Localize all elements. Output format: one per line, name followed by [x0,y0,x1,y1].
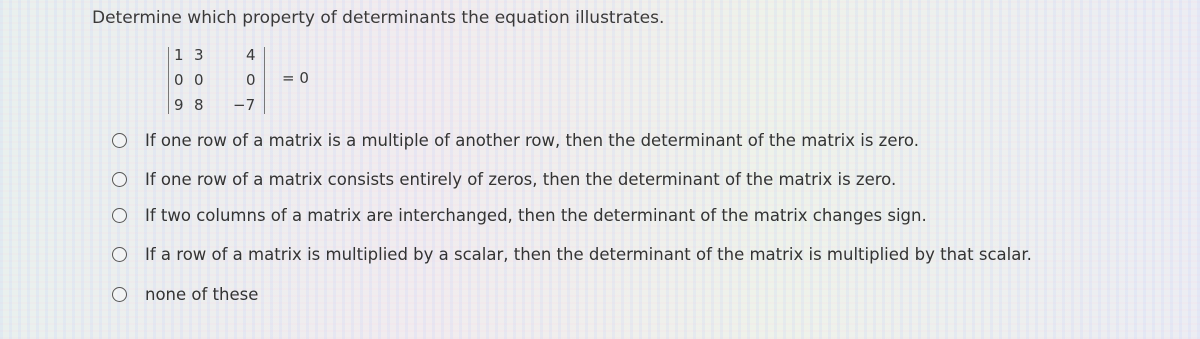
determinant-matrix [168,46,328,118]
answer-option-4-label: If a row of a matrix is multiplied by a scalar, then the determinant of the matrix is multiplied by that scalar. [145,245,1032,264]
determinant-right-bar [264,47,265,114]
matrix-cell-r2c2: 0 [194,71,204,89]
matrix-cell-r3c3: −7 [233,96,256,114]
radio-button-3[interactable] [112,208,127,223]
radio-button-5[interactable] [112,287,127,302]
matrix-cell-r1c2: 3 [194,46,204,64]
determinant-left-bar [168,47,169,114]
answer-option-2-label: If one row of a matrix consists entirely of zeros, then the determinant of the matrix is zero. [145,170,897,189]
matrix-cell-r1c1: 1 [174,46,184,64]
matrix-cell-r1c3: 4 [246,46,256,64]
answer-option-5-label: none of these [145,285,259,304]
question-prompt: Determine which property of determinants the equation illustrates. [92,8,665,28]
equals-zero: = 0 [282,69,309,87]
matrix-cell-r2c3: 0 [246,71,256,89]
matrix-cell-r3c2: 8 [194,96,204,114]
answer-option-3-label: If two columns of a matrix are interchanged, then the determinant of the matrix changes sign. [145,206,927,225]
radio-button-2[interactable] [112,172,127,187]
radio-button-4[interactable] [112,247,127,262]
answer-option-1-label: If one row of a matrix is a multiple of another row, then the determinant of the matrix is zero. [145,131,919,150]
matrix-cell-r3c1: 9 [174,96,184,114]
radio-button-1[interactable] [112,133,127,148]
matrix-cell-r2c1: 0 [174,71,184,89]
